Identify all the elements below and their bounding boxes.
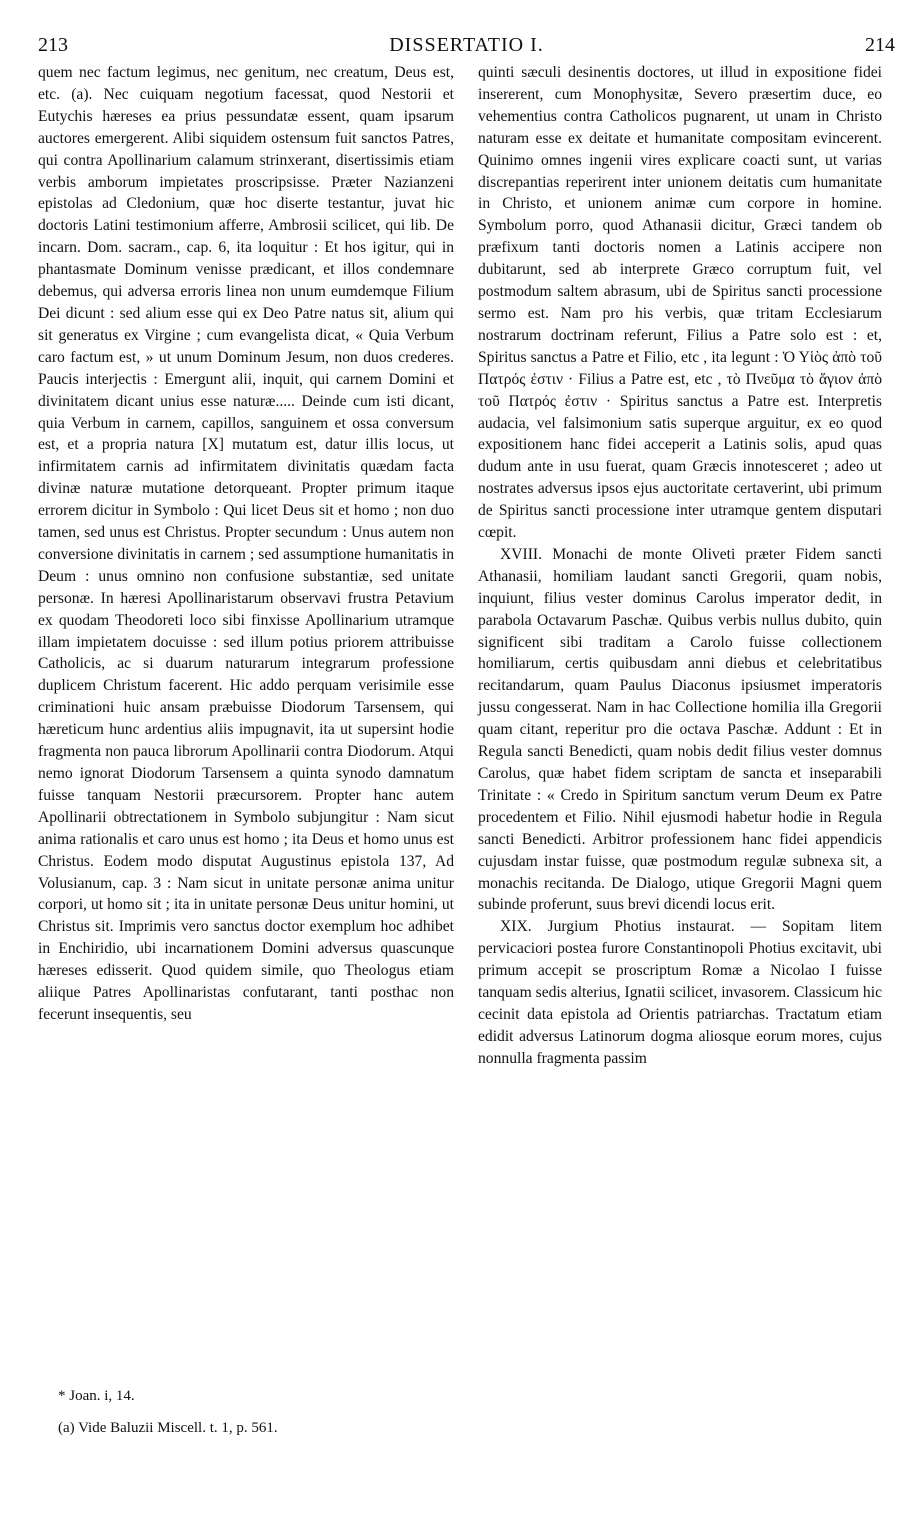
page-number-right: 214 (865, 34, 895, 56)
footnotes (58, 1380, 448, 1444)
left-paragraph-1: quem nec factum legimus, nec genitum, nec creatum, Deus est, etc. (a). Nec cuiquam negotium facessat, quod Nestorii et Eutychis hæreses ea prius pessundatæ essent, quam ipsarum auctores emergerent. Alibi siquidem ostensum fuit sanctos Patres, qui contra Apollinarium calamum strinxerant, disertissimis etiam verbis amborum impietates proscripsisse. Præter Nazianzeni epistolas ad Cledonium, quæ hoc diserte testantur, juvat hic doctoris Latini testimonium afferre, Ambrosii scilicet, qui lib. De incarn. Dom. sacram., cap. 6, ita loquitur : Et hos igitur, qui in phantasmate Dominum venisse prædicant, et illos condemnare debemus, qui adversa erroris linea non unum eumdemque Filium Dei dicunt : sed alium esse qui ex Deo Patre natus sit, alium qui sit generatus ex Virgine ; cum evangelista dicat, « Quia Verbum caro factum est, » ut unum Dominum Jesum, non duos crederes. Paucis interjectis : Emergunt alii, inquit, qui carnem Domini et divinitatem dicant unius esse naturæ..... Deinde cum isti dicant, quia Verbum in carnem, capillos, sanguinem et ossa conversum est, et a propria natura [X] mutatum est, datur illis locus, ut infirmitatem carnis ad infirmitatem divinitatis quædam facta divinæ naturæ mutatione detorqueant. Propter primum itaque errorem dicitur in Symbolo : Qui licet Deus sit et homo ; non duo tamen, sed unus est Christus. Propter secundum : Unus autem non conversione divinitatis in carnem ; sed assumptione humanitatis in Deum : unus omnino non confusione substantiæ, sed unitate personæ. In hæresi Apollinaristarum observavi frustra Petavium ex quodam Theodoreti loco sibi finxisse Apollinarium utramque illam impietatem docuisse : sed illum potius priorem attribuisse Catholicis, ac si duarum naturarum integrarum professione duplicem Christum facerent. Hic addo perquam verisimile esse criminationi huic ansam præbuisse Diodorum Tarsensem, qui hæreticum hunc ardentius aliis impugnavit, ita ut supersint hodie fragmenta non pauca librorum Apollinarii contra Diodorum. Atqui nemo ignorat Diodorum Tarsensem a quinta synodo damnatum fuisse tanquam Nestorii præcursorem. Propter hanc autem Apollinarii obtrectationem in Symbolo subjungitur : Nam sicut anima rationalis et caro unus est homo ; ita Deus et homo unus est Christus. Eodem modo disputat Augustinus epistola 137, Ad Volusianum, cap. 3 : Nam sicut in unitate personæ anima unitur corpori, ut homo sit ; ita in unitate personæ Deus unitur homini, ut Christus sit. Imprimis vero sanctus doctor exemplum hoc adhibet in Enchiridio, ubi incarnationem Domini adversus quascunque hæreses edisserit. Quod quidem simile, quo Theologus etiam aliique Patres Apollinaristas confutarant, tanti posthac non fecerunt insequentis, seu (38, 64, 454, 1023)
page-header (38, 34, 895, 58)
page-number-left: 213 (38, 34, 68, 56)
right-paragraph-section-xviii: XVIII. Monachi de monte Oliveti præter Fidem sancti Athanasii, homiliam laudant sancti Gregorii, quam nobis, inquiunt, filius vester dominus Carolus imperator dedit, in parabola Octavarum Paschæ. Quibus verbis nullus dubito, quin significent sibi traditam a Carolo fuisse collectionem homiliarum, certis quibusdam anni diebus et celebritatibus recitandarum, quam Paulus Diaconus ipsiusmet imperatoris jussu congesserat. Nam in hac Collectione homilia illa Gregorii quam citant, reperitur pro die octava Paschæ. Addunt : Et in Regula sancti Benedicti, quam nobis dedit filius vester domnus Carolus, quæ habet fidem scriptam de sancta et inseparabili Trinitate : « Credo in Spiritum sanctum verum Deum ex Patre procedentem et Filio. Nihil ejusmodi habetur hodie in Regula sancti Benedicti. Arbitror professionem hanc fidei appendicis cujusdam instar fuisse, quæ postmodum regulæ subnexa sit, a monachis recitanda. De Dialogo, utique Gregorii Magni quem subinde proferunt, suus brevi dicendi locus erit. (478, 545, 882, 914)
footnote-2: (a) Vide Baluzii Miscell. t. 1, p. 561. (58, 1420, 278, 1436)
running-title: DISSERTATIO I. (389, 34, 544, 56)
footnote-1: * Joan. i, 14. (58, 1388, 135, 1404)
left-column (38, 62, 454, 1026)
right-column (478, 62, 882, 1070)
right-paragraph-1: quinti sæculi desinentis doctores, ut illud in expositione fidei insererent, cum Monophysitæ, Severo præsertim duce, eo vehementius contra Catholicos pugnarent, ut unam in Christo naturam esse ex deitate et humanitate compositam evincerent. Quinimo omnes ingenii vires explicare coacti sunt, ut varias discrepantias reperirent inter unionem deitatis cum humanitate in Christo, et unionem animæ cum corpore in homine. Symbolum porro, quod Athanasii dicitur, Græci tandem ob præfixum tanti doctoris nomen a Latinis accipere non dubitarunt, sed ab interprete Græco corruptum fuit, vel postmodum saltem abrasum, ubi de Spiritus sancti processione sermo est. Nam pro his verbis, quæ tritam Ecclesiarum nostrarum doctrinam referunt, Filius a Patre solo est : et, Spiritus sanctus a Patre et Filio, etc , ita legunt : Ὁ Υἱὸς ἀπὸ τοῦ Πατρός ἐστιν · Filius a Patre est, etc , τὸ Πνεῦμα τὸ ἅγιον ἀπὸ τοῦ Πατρός ἐστιν · Spiritus sanctus a Patre est. Interpretis audacia, vel falsimonium satis superque arguitur, ex eo quod expositionem hanc fidei acceperit a Latinis solis, apud quas dudum ante in usu fuerat, quam Græcis innotesceret ; adeo ut nostrates adversus ipsos ejus auctoritate certaverint, ubi primum de Spiritus sancti processione inter utramque gentem disputari cœpit. (478, 64, 882, 542)
right-paragraph-section-xix: XIX. Jurgium Photius instaurat. — Sopitam litem pervicaciori postea furore Constantinopoli Photius excitavit, ubi primum accepit se proscriptum Romæ a Nicolao I fuisse tanquam sedis alterius, Ignatii scilicet, invasorem. Classicum hic cecinit data epistola ad Orientis patriarchas. Tractatum etiam edidit adversus Latinorum dogma aliosque eorum mores, cujus nonnulla fragmenta passim (478, 918, 882, 1067)
